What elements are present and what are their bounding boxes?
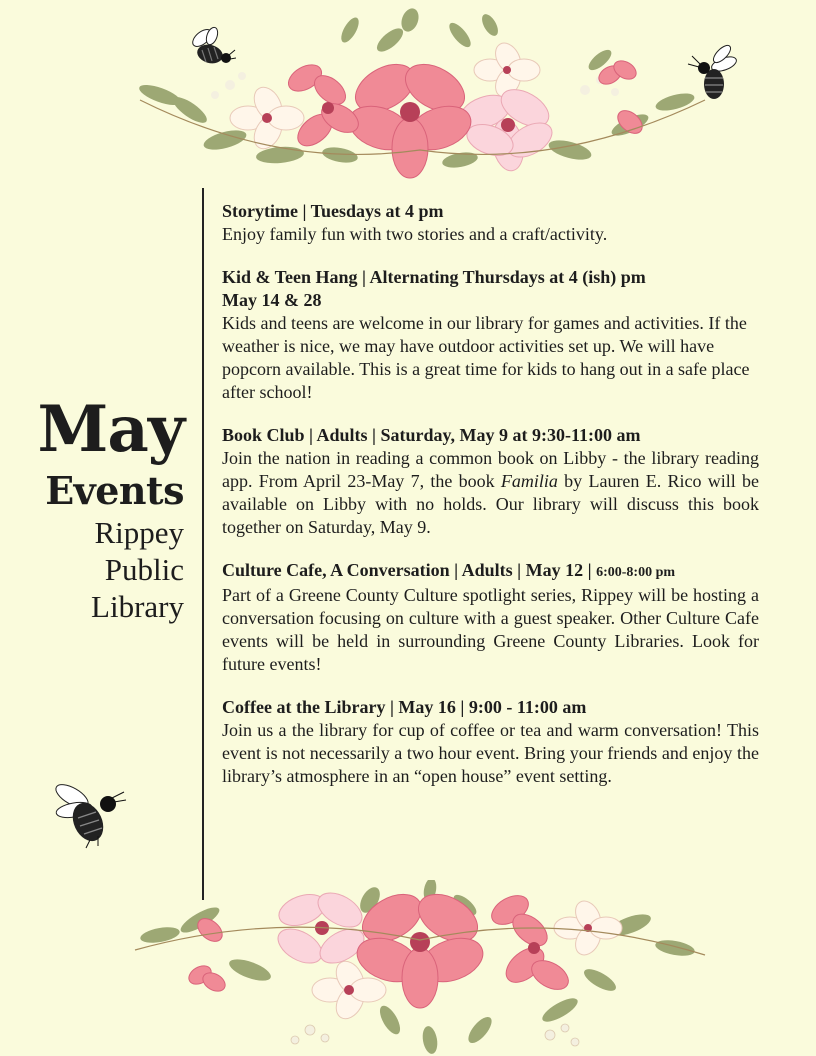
floral-garland-bottom-icon bbox=[130, 880, 710, 1056]
event-heading: Kid & Teen Hang | Alternating Thursdays at 4 (ish) pm bbox=[222, 267, 646, 287]
event-culture-cafe bbox=[222, 559, 759, 676]
event-coffee bbox=[222, 696, 759, 788]
title-events: Events bbox=[45, 468, 184, 513]
title-month: May bbox=[37, 392, 184, 467]
event-storytime bbox=[222, 200, 759, 246]
event-heading: Culture Cafe, A Conversation | Adults | May 12 | bbox=[222, 560, 592, 580]
bee-icon bbox=[686, 42, 742, 106]
event-time: 6:00-8:00 pm bbox=[596, 565, 676, 580]
library-name-line-2: Public bbox=[104, 552, 184, 587]
event-description: Join us a the library for cup of coffee or tea and warm conversation! This event is not necessarily a two hour event. Bring your friends and enjoy the library’s atmosphere in an “open house” event setting. bbox=[222, 720, 759, 786]
event-heading-row bbox=[222, 559, 759, 584]
event-heading: Storytime | Tuesdays at 4 pm bbox=[222, 201, 444, 221]
event-book-club bbox=[222, 424, 759, 539]
library-name-line-1: Rippey bbox=[94, 515, 184, 550]
event-description: Part of a Greene County Culture spotlight series, Rippey will be hosting a conversation focusing on culture with a guest speaker. Other Culture Cafe events will be held in surrounding Greene County Libraries. Look for future events! bbox=[222, 585, 759, 674]
event-dates: May 14 & 28 bbox=[222, 290, 322, 310]
event-heading: Coffee at the Library | May 16 | 9:00 - 11:00 am bbox=[222, 697, 587, 717]
bee-icon bbox=[50, 774, 130, 852]
event-kid-teen-hang bbox=[222, 266, 759, 404]
book-title: Familia bbox=[500, 471, 558, 491]
vertical-divider bbox=[202, 188, 204, 900]
event-heading: Book Club | Adults | Saturday, May 9 at 9:30-11:00 am bbox=[222, 425, 641, 445]
event-description bbox=[222, 447, 759, 539]
event-description: Kids and teens are welcome in our library for games and activities. If the weather is nice, we may have outdoor activities set up. We will have popcorn available. This is a great time for kids to hang out in a safe place after school! bbox=[222, 313, 750, 402]
events-list bbox=[222, 200, 759, 808]
side-title bbox=[38, 392, 185, 625]
library-name-line-3: Library bbox=[91, 589, 184, 624]
event-description-part: Join the nation in reading a common book on Libby - the library reading app. From April 23-May 7, the book bbox=[222, 448, 759, 491]
event-description-part: by Lauren E. Rico will be available on Libby with no holds. Our library will discuss this book together on Saturday, May 9. bbox=[222, 471, 760, 537]
event-description: Enjoy family fun with two stories and a craft/activity. bbox=[222, 224, 608, 244]
bee-icon bbox=[186, 26, 236, 72]
